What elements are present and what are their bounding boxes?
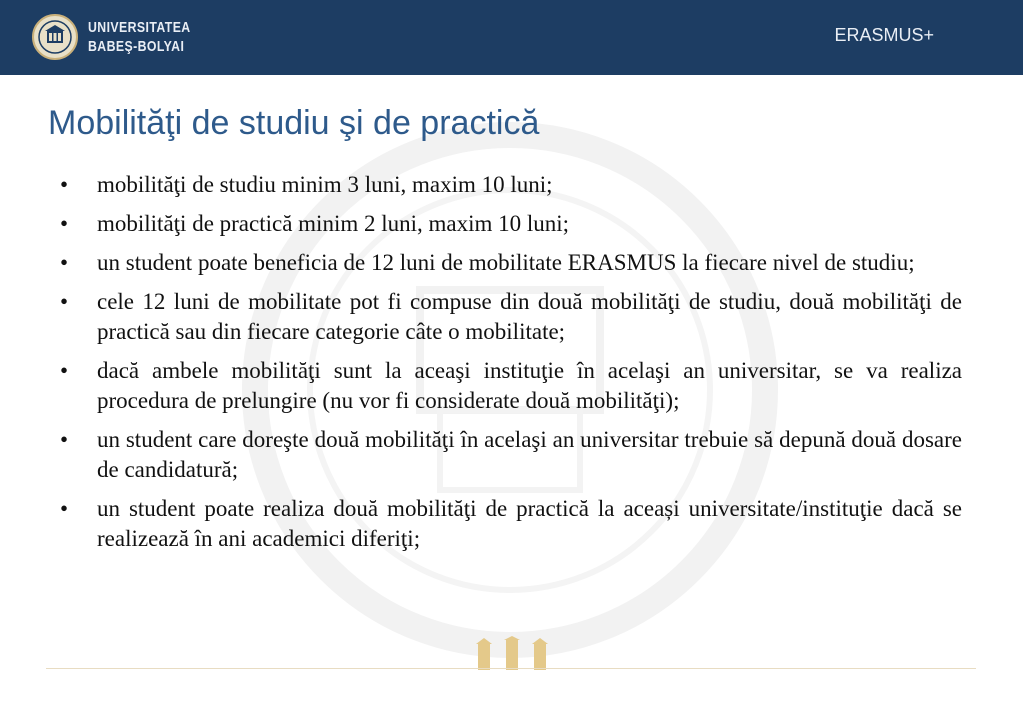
header-bar (0, 0, 1023, 75)
brand-line-2: BABEŞ-BOLYAI (88, 38, 185, 55)
program-label: ERASMUS+ (834, 25, 934, 45)
footer-divider (46, 668, 976, 669)
university-seal-icon[interactable] (31, 13, 79, 61)
university-name[interactable] (88, 18, 191, 56)
bullet-item: • mobilităţi de practică minim 2 luni, maxim 10 luni; (58, 209, 962, 239)
bullet-item: • dacă ambele mobilităţi sunt la aceaşi instituţie în acelaşi an universitar, se va realiza procedura de prelungire (nu vor fi considerate două mobilităţi); (58, 356, 962, 416)
bullet-item: • un student care doreşte două mobilităţi în acelaşi an universitar trebuie să depună două dosare de candidatură; (58, 425, 962, 485)
bullet-list (58, 170, 962, 563)
brand-line-1: UNIVERSITATEA (88, 19, 191, 36)
slide-title: Mobilităţi de studiu şi de practică (48, 104, 540, 142)
bullet-item: • un student poate beneficia de 12 luni de mobilitate ERASMUS la fiecare nivel de studiu; (58, 248, 962, 278)
bullet-item: • cele 12 luni de mobilitate pot fi compuse din două mobilităţi de studiu, două mobilităţi de practică sau din fiecare categorie câte o mobilitate; (58, 287, 962, 347)
gate-emblem-icon (472, 636, 552, 670)
bullet-item: • un student poate realiza două mobilităţi de practică la aceași universitate/instituţie dacă se realizează în ani academici diferiţi; (58, 494, 962, 554)
bullet-item: • mobilităţi de studiu minim 3 luni, maxim 10 luni; (58, 170, 962, 200)
